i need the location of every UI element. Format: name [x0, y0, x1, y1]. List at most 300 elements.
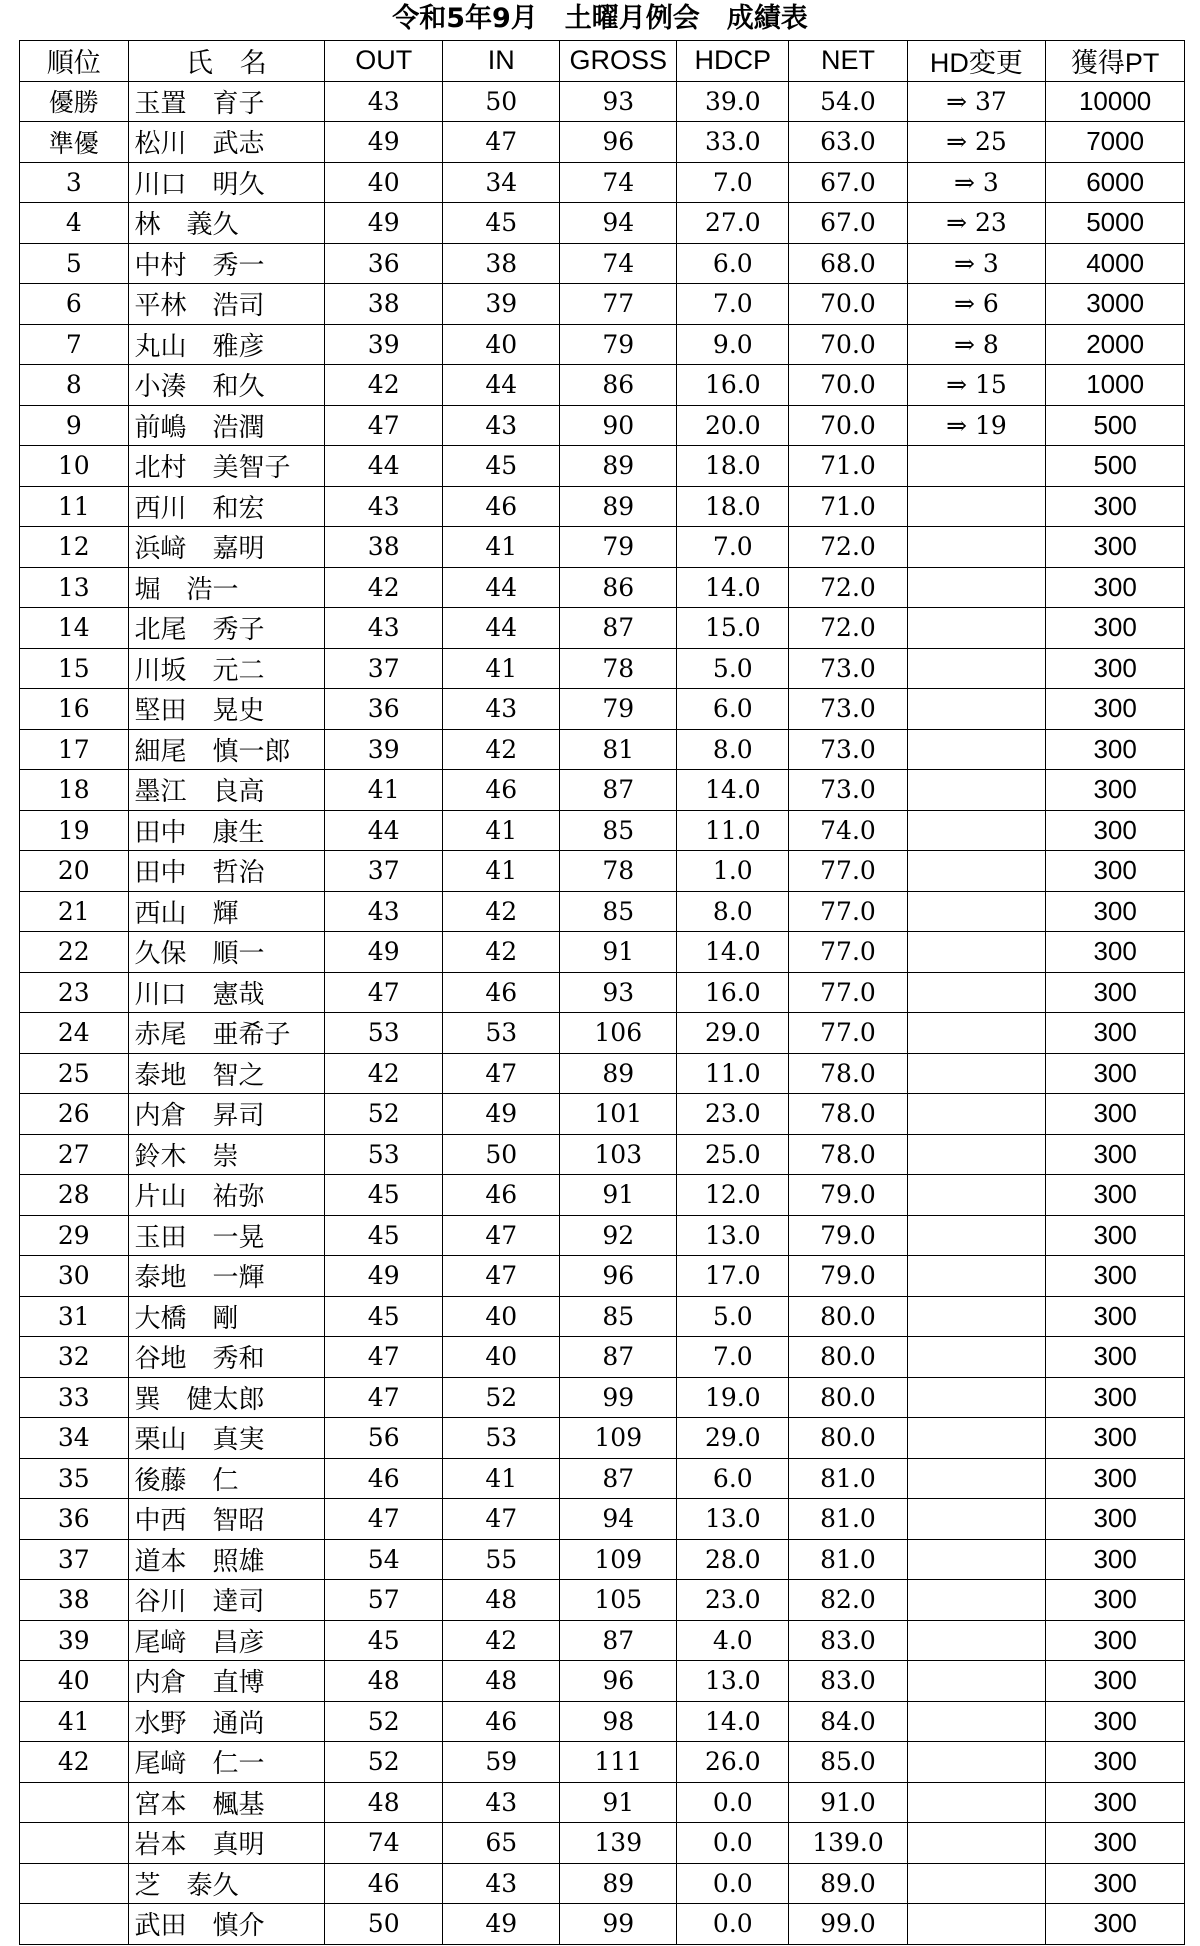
table-row	[20, 689, 1185, 730]
cell-out: 42	[325, 567, 443, 608]
column-header-points: 獲得PT	[1046, 41, 1185, 82]
cell-hdcp: 11.0	[677, 1053, 789, 1094]
table-row	[20, 1296, 1185, 1337]
cell-rank: 40	[20, 1661, 129, 1702]
cell-rank: 7	[20, 324, 129, 365]
table-row	[20, 1256, 1185, 1297]
cell-hd-change	[907, 1661, 1046, 1702]
cell-net: 74.0	[789, 810, 907, 851]
cell-hdcp: 0.0	[677, 1782, 789, 1823]
cell-rank: 31	[20, 1296, 129, 1337]
cell-net: 77.0	[789, 851, 907, 892]
cell-rank: 22	[20, 932, 129, 973]
table-header-row	[20, 41, 1185, 82]
table-row	[20, 1863, 1185, 1904]
cell-gross: 94	[560, 1499, 677, 1540]
cell-gross: 77	[560, 284, 677, 325]
cell-out: 45	[325, 1175, 443, 1216]
table-row	[20, 446, 1185, 487]
table-row	[20, 1418, 1185, 1459]
cell-points: 300	[1046, 1013, 1185, 1054]
cell-points: 300	[1046, 648, 1185, 689]
cell-rank: 34	[20, 1418, 129, 1459]
cell-hd-change	[907, 527, 1046, 568]
cell-in: 42	[443, 932, 560, 973]
cell-in: 59	[443, 1742, 560, 1783]
table-row	[20, 81, 1185, 122]
cell-net: 84.0	[789, 1701, 907, 1742]
cell-in: 50	[443, 81, 560, 122]
cell-hd-change	[907, 1053, 1046, 1094]
cell-name: 尾﨑 仁一	[128, 1742, 325, 1783]
cell-out: 47	[325, 1499, 443, 1540]
cell-gross: 86	[560, 365, 677, 406]
cell-points: 300	[1046, 689, 1185, 730]
cell-net: 81.0	[789, 1539, 907, 1580]
cell-rank: 10	[20, 446, 129, 487]
cell-rank: 23	[20, 972, 129, 1013]
cell-points: 300	[1046, 1053, 1185, 1094]
cell-name: 丸山 雅彦	[128, 324, 325, 365]
cell-hd-change	[907, 1418, 1046, 1459]
cell-in: 47	[443, 1499, 560, 1540]
cell-net: 73.0	[789, 648, 907, 689]
cell-net: 139.0	[789, 1823, 907, 1864]
cell-gross: 79	[560, 527, 677, 568]
cell-points: 300	[1046, 1580, 1185, 1621]
cell-rank: 38	[20, 1580, 129, 1621]
cell-hd-change	[907, 1499, 1046, 1540]
cell-gross: 93	[560, 972, 677, 1013]
cell-name: 細尾 慎一郎	[128, 729, 325, 770]
cell-hd-change	[907, 1256, 1046, 1297]
cell-name: 武田 慎介	[128, 1904, 325, 1945]
cell-net: 80.0	[789, 1418, 907, 1459]
cell-net: 79.0	[789, 1175, 907, 1216]
cell-net: 70.0	[789, 405, 907, 446]
cell-out: 37	[325, 851, 443, 892]
cell-hd-change	[907, 608, 1046, 649]
cell-hdcp: 7.0	[677, 284, 789, 325]
cell-gross: 105	[560, 1580, 677, 1621]
cell-gross: 78	[560, 648, 677, 689]
cell-points: 300	[1046, 527, 1185, 568]
cell-rank: 42	[20, 1742, 129, 1783]
cell-in: 43	[443, 1863, 560, 1904]
cell-gross: 79	[560, 324, 677, 365]
cell-hdcp: 16.0	[677, 972, 789, 1013]
cell-hd-change	[907, 1296, 1046, 1337]
cell-gross: 74	[560, 162, 677, 203]
cell-name: 川坂 元二	[128, 648, 325, 689]
cell-hdcp: 13.0	[677, 1661, 789, 1702]
cell-hd-change: ⇒ 25	[907, 122, 1046, 163]
cell-out: 42	[325, 1053, 443, 1094]
cell-hd-change	[907, 446, 1046, 487]
table-row	[20, 162, 1185, 203]
cell-hdcp: 0.0	[677, 1863, 789, 1904]
cell-points: 300	[1046, 1823, 1185, 1864]
cell-in: 41	[443, 1458, 560, 1499]
results-table	[19, 40, 1185, 1945]
cell-rank: 5	[20, 243, 129, 284]
cell-name: 赤尾 亜希子	[128, 1013, 325, 1054]
table-row	[20, 1701, 1185, 1742]
column-header-net: NET	[789, 41, 907, 82]
cell-gross: 89	[560, 486, 677, 527]
table-row	[20, 284, 1185, 325]
table-row	[20, 1013, 1185, 1054]
cell-points: 300	[1046, 1337, 1185, 1378]
table-row	[20, 891, 1185, 932]
cell-out: 47	[325, 405, 443, 446]
cell-hdcp: 23.0	[677, 1580, 789, 1621]
table-row	[20, 608, 1185, 649]
cell-rank: 39	[20, 1620, 129, 1661]
cell-out: 45	[325, 1620, 443, 1661]
cell-in: 46	[443, 770, 560, 811]
cell-gross: 109	[560, 1418, 677, 1459]
cell-gross: 96	[560, 1256, 677, 1297]
cell-gross: 87	[560, 608, 677, 649]
cell-hdcp: 27.0	[677, 203, 789, 244]
cell-points: 300	[1046, 770, 1185, 811]
table-row	[20, 1175, 1185, 1216]
cell-hdcp: 7.0	[677, 162, 789, 203]
cell-gross: 111	[560, 1742, 677, 1783]
cell-net: 72.0	[789, 527, 907, 568]
cell-net: 91.0	[789, 1782, 907, 1823]
column-header-rank: 順位	[20, 41, 129, 82]
cell-gross: 101	[560, 1094, 677, 1135]
cell-points: 300	[1046, 1256, 1185, 1297]
cell-hd-change: ⇒ 3	[907, 243, 1046, 284]
cell-net: 82.0	[789, 1580, 907, 1621]
cell-rank: 27	[20, 1134, 129, 1175]
column-header-hd-change: HD変更	[907, 41, 1046, 82]
cell-rank: 35	[20, 1458, 129, 1499]
cell-out: 49	[325, 1256, 443, 1297]
cell-in: 40	[443, 1296, 560, 1337]
cell-hd-change	[907, 1701, 1046, 1742]
cell-name: 小湊 和久	[128, 365, 325, 406]
cell-rank: 13	[20, 567, 129, 608]
cell-in: 40	[443, 324, 560, 365]
table-row	[20, 486, 1185, 527]
cell-gross: 85	[560, 891, 677, 932]
cell-hdcp: 33.0	[677, 122, 789, 163]
table-row	[20, 729, 1185, 770]
cell-gross: 87	[560, 1337, 677, 1378]
cell-name: 谷地 秀和	[128, 1337, 325, 1378]
cell-hdcp: 29.0	[677, 1013, 789, 1054]
cell-hd-change: ⇒ 15	[907, 365, 1046, 406]
cell-name: 西川 和宏	[128, 486, 325, 527]
cell-rank: 19	[20, 810, 129, 851]
cell-out: 56	[325, 1418, 443, 1459]
cell-gross: 96	[560, 122, 677, 163]
column-header-hdcp: HDCP	[677, 41, 789, 82]
cell-points: 300	[1046, 729, 1185, 770]
cell-points: 1000	[1046, 365, 1185, 406]
cell-net: 67.0	[789, 203, 907, 244]
cell-hd-change: ⇒ 23	[907, 203, 1046, 244]
cell-rank	[20, 1823, 129, 1864]
cell-in: 46	[443, 1701, 560, 1742]
cell-hdcp: 13.0	[677, 1499, 789, 1540]
cell-points: 300	[1046, 1458, 1185, 1499]
cell-name: 後藤 仁	[128, 1458, 325, 1499]
cell-hd-change	[907, 891, 1046, 932]
cell-in: 46	[443, 486, 560, 527]
cell-rank: 18	[20, 770, 129, 811]
cell-in: 40	[443, 1337, 560, 1378]
table-row	[20, 1904, 1185, 1945]
table-row	[20, 1377, 1185, 1418]
cell-points: 300	[1046, 972, 1185, 1013]
cell-out: 53	[325, 1134, 443, 1175]
cell-name: 林 義久	[128, 203, 325, 244]
cell-rank: 14	[20, 608, 129, 649]
cell-out: 38	[325, 527, 443, 568]
cell-rank: 20	[20, 851, 129, 892]
cell-hdcp: 16.0	[677, 365, 789, 406]
cell-points: 300	[1046, 1742, 1185, 1783]
cell-name: 片山 祐弥	[128, 1175, 325, 1216]
cell-net: 63.0	[789, 122, 907, 163]
cell-gross: 94	[560, 203, 677, 244]
cell-rank: 36	[20, 1499, 129, 1540]
cell-hd-change	[907, 1215, 1046, 1256]
cell-out: 48	[325, 1661, 443, 1702]
cell-rank: 32	[20, 1337, 129, 1378]
table-row	[20, 567, 1185, 608]
table-row	[20, 851, 1185, 892]
cell-hd-change	[907, 810, 1046, 851]
cell-gross: 91	[560, 932, 677, 973]
cell-points: 300	[1046, 891, 1185, 932]
cell-out: 57	[325, 1580, 443, 1621]
cell-hd-change	[907, 932, 1046, 973]
cell-name: 鈴木 崇	[128, 1134, 325, 1175]
cell-name: 墨江 良高	[128, 770, 325, 811]
cell-hdcp: 14.0	[677, 770, 789, 811]
cell-points: 300	[1046, 1904, 1185, 1945]
cell-name: 堅田 晃史	[128, 689, 325, 730]
cell-points: 300	[1046, 1094, 1185, 1135]
cell-gross: 98	[560, 1701, 677, 1742]
cell-net: 83.0	[789, 1661, 907, 1702]
cell-rank: 17	[20, 729, 129, 770]
cell-gross: 89	[560, 1863, 677, 1904]
cell-points: 300	[1046, 1499, 1185, 1540]
cell-gross: 109	[560, 1539, 677, 1580]
cell-in: 44	[443, 567, 560, 608]
cell-hdcp: 14.0	[677, 932, 789, 973]
cell-net: 89.0	[789, 1863, 907, 1904]
cell-name: 内倉 直博	[128, 1661, 325, 1702]
cell-out: 44	[325, 810, 443, 851]
cell-name: 久保 順一	[128, 932, 325, 973]
cell-rank: 25	[20, 1053, 129, 1094]
cell-points: 300	[1046, 851, 1185, 892]
cell-out: 44	[325, 446, 443, 487]
cell-in: 53	[443, 1418, 560, 1459]
cell-gross: 85	[560, 810, 677, 851]
column-header-gross: GROSS	[560, 41, 677, 82]
cell-name: 岩本 真明	[128, 1823, 325, 1864]
cell-gross: 139	[560, 1823, 677, 1864]
cell-in: 43	[443, 405, 560, 446]
cell-name: 内倉 昇司	[128, 1094, 325, 1135]
cell-rank: 29	[20, 1215, 129, 1256]
cell-hd-change: ⇒ 37	[907, 81, 1046, 122]
cell-name: 芝 泰久	[128, 1863, 325, 1904]
cell-name: 北尾 秀子	[128, 608, 325, 649]
cell-points: 300	[1046, 1134, 1185, 1175]
cell-hdcp: 19.0	[677, 1377, 789, 1418]
cell-rank: 33	[20, 1377, 129, 1418]
cell-out: 38	[325, 284, 443, 325]
cell-name: 川口 明久	[128, 162, 325, 203]
cell-gross: 93	[560, 81, 677, 122]
cell-in: 45	[443, 446, 560, 487]
cell-points: 500	[1046, 446, 1185, 487]
cell-hd-change	[907, 689, 1046, 730]
cell-hd-change	[907, 1863, 1046, 1904]
cell-in: 47	[443, 1053, 560, 1094]
cell-in: 47	[443, 1256, 560, 1297]
cell-out: 49	[325, 122, 443, 163]
cell-out: 43	[325, 81, 443, 122]
cell-name: 前嶋 浩潤	[128, 405, 325, 446]
cell-in: 65	[443, 1823, 560, 1864]
cell-rank: 12	[20, 527, 129, 568]
cell-hd-change	[907, 1337, 1046, 1378]
table-row	[20, 770, 1185, 811]
cell-out: 49	[325, 203, 443, 244]
cell-rank: 16	[20, 689, 129, 730]
cell-in: 55	[443, 1539, 560, 1580]
cell-points: 6000	[1046, 162, 1185, 203]
cell-in: 44	[443, 608, 560, 649]
cell-net: 77.0	[789, 932, 907, 973]
cell-in: 42	[443, 1620, 560, 1661]
cell-hdcp: 6.0	[677, 1458, 789, 1499]
cell-net: 72.0	[789, 567, 907, 608]
cell-gross: 81	[560, 729, 677, 770]
cell-name: 田中 哲治	[128, 851, 325, 892]
cell-hd-change	[907, 1134, 1046, 1175]
cell-net: 78.0	[789, 1094, 907, 1135]
cell-gross: 87	[560, 770, 677, 811]
cell-net: 72.0	[789, 608, 907, 649]
table-row	[20, 1458, 1185, 1499]
cell-net: 78.0	[789, 1053, 907, 1094]
cell-gross: 86	[560, 567, 677, 608]
cell-name: 中西 智昭	[128, 1499, 325, 1540]
cell-out: 54	[325, 1539, 443, 1580]
cell-hd-change	[907, 729, 1046, 770]
cell-out: 36	[325, 689, 443, 730]
cell-hdcp: 28.0	[677, 1539, 789, 1580]
cell-points: 300	[1046, 1661, 1185, 1702]
table-row	[20, 365, 1185, 406]
cell-hdcp: 0.0	[677, 1823, 789, 1864]
cell-points: 300	[1046, 1377, 1185, 1418]
cell-out: 37	[325, 648, 443, 689]
cell-name: 玉田 一晃	[128, 1215, 325, 1256]
cell-in: 45	[443, 203, 560, 244]
cell-hd-change: ⇒ 8	[907, 324, 1046, 365]
cell-out: 40	[325, 162, 443, 203]
cell-hdcp: 39.0	[677, 81, 789, 122]
table-row	[20, 1782, 1185, 1823]
cell-hdcp: 9.0	[677, 324, 789, 365]
cell-net: 83.0	[789, 1620, 907, 1661]
cell-name: 栗山 真実	[128, 1418, 325, 1459]
cell-out: 46	[325, 1458, 443, 1499]
cell-points: 500	[1046, 405, 1185, 446]
cell-points: 300	[1046, 1539, 1185, 1580]
cell-out: 39	[325, 729, 443, 770]
cell-out: 52	[325, 1742, 443, 1783]
table-row	[20, 1661, 1185, 1702]
cell-in: 41	[443, 810, 560, 851]
table-row	[20, 1499, 1185, 1540]
cell-out: 45	[325, 1215, 443, 1256]
cell-in: 48	[443, 1661, 560, 1702]
cell-gross: 89	[560, 446, 677, 487]
cell-rank: 3	[20, 162, 129, 203]
cell-rank: 優勝	[20, 81, 129, 122]
cell-name: 浜﨑 嘉明	[128, 527, 325, 568]
cell-rank: 28	[20, 1175, 129, 1216]
cell-in: 53	[443, 1013, 560, 1054]
cell-net: 85.0	[789, 1742, 907, 1783]
cell-hd-change: ⇒ 6	[907, 284, 1046, 325]
cell-name: 道本 照雄	[128, 1539, 325, 1580]
cell-net: 77.0	[789, 1013, 907, 1054]
cell-net: 70.0	[789, 324, 907, 365]
cell-rank: 26	[20, 1094, 129, 1135]
page-title: 令和5年9月 土曜月例会 成績表	[392, 3, 808, 34]
cell-rank: 15	[20, 648, 129, 689]
cell-hd-change	[907, 1823, 1046, 1864]
cell-hd-change	[907, 1742, 1046, 1783]
cell-out: 42	[325, 365, 443, 406]
cell-in: 44	[443, 365, 560, 406]
cell-rank: 11	[20, 486, 129, 527]
cell-hdcp: 6.0	[677, 689, 789, 730]
cell-net: 67.0	[789, 162, 907, 203]
cell-in: 52	[443, 1377, 560, 1418]
cell-hd-change	[907, 1904, 1046, 1945]
cell-net: 68.0	[789, 243, 907, 284]
cell-hdcp: 0.0	[677, 1904, 789, 1945]
cell-points: 300	[1046, 1863, 1185, 1904]
cell-net: 81.0	[789, 1499, 907, 1540]
table-row	[20, 972, 1185, 1013]
cell-hdcp: 26.0	[677, 1742, 789, 1783]
cell-gross: 99	[560, 1904, 677, 1945]
cell-hd-change	[907, 770, 1046, 811]
cell-gross: 74	[560, 243, 677, 284]
cell-points: 300	[1046, 810, 1185, 851]
cell-name: 中村 秀一	[128, 243, 325, 284]
cell-gross: 89	[560, 1053, 677, 1094]
cell-hdcp: 23.0	[677, 1094, 789, 1135]
